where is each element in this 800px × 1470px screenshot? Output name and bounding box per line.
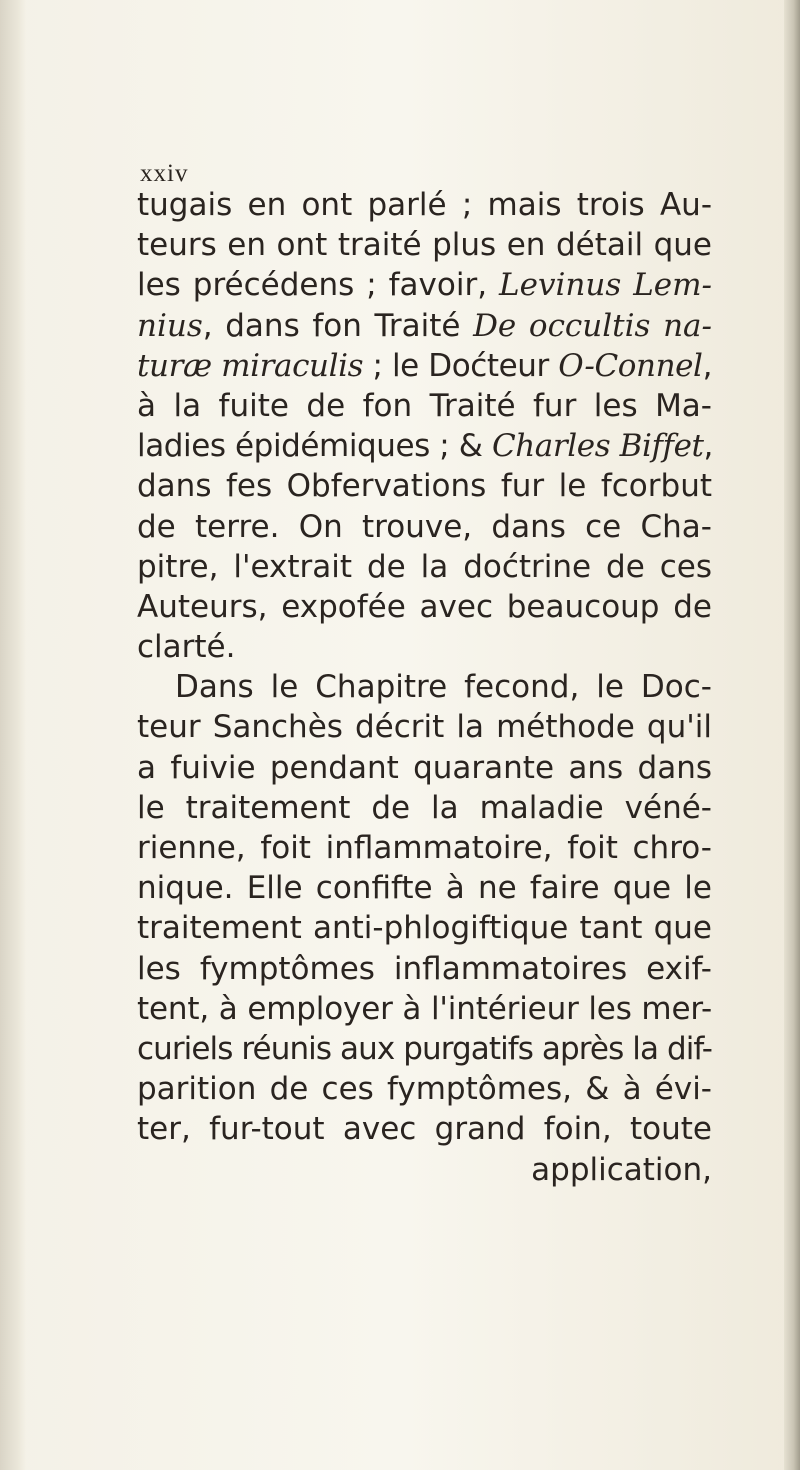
roman-text: curiels réunis aux purgatifs après la dif- bbox=[137, 1030, 712, 1067]
roman-text: nique. Elle confifte à ne faire que le bbox=[137, 870, 712, 907]
italic-text: De occultis na- bbox=[473, 307, 712, 344]
text-line-content bbox=[137, 386, 712, 426]
roman-text: Dans le Chapitre fecond, le Doc- bbox=[175, 669, 712, 706]
text-line-content bbox=[175, 667, 712, 707]
body-text bbox=[137, 185, 712, 1190]
text-line-content bbox=[137, 265, 712, 305]
text-line bbox=[137, 868, 712, 908]
text-line-content bbox=[531, 1150, 712, 1190]
text-line-content bbox=[137, 1109, 712, 1149]
text-line bbox=[137, 225, 712, 265]
page-number: xxiv bbox=[140, 160, 189, 187]
page-edge-shadow bbox=[784, 0, 800, 1470]
text-line bbox=[137, 908, 712, 948]
text-line-content bbox=[137, 828, 712, 868]
text-line-content bbox=[137, 587, 712, 627]
roman-text: ; le Doćteur bbox=[363, 347, 559, 384]
text-line-content bbox=[137, 989, 712, 1029]
roman-text: traitement anti-phlogiftique tant que bbox=[137, 910, 712, 947]
text-line bbox=[137, 989, 712, 1029]
text-line bbox=[137, 386, 712, 426]
text-line bbox=[137, 507, 712, 547]
roman-text: parition de ces fymptômes, & à évi- bbox=[137, 1071, 712, 1108]
roman-text: teur Sanchès décrit la méthode qu'il bbox=[137, 709, 712, 746]
roman-text: ladies épidémiques ; & bbox=[137, 428, 492, 465]
text-line-content bbox=[137, 466, 712, 506]
roman-text: Auteurs, expofée avec beaucoup de bbox=[137, 588, 712, 625]
text-line-content bbox=[137, 868, 712, 908]
text-line bbox=[137, 707, 712, 747]
text-line bbox=[137, 547, 712, 587]
text-line bbox=[137, 828, 712, 868]
text-line-content bbox=[137, 949, 712, 989]
italic-text: turæ miraculis bbox=[137, 347, 364, 384]
text-line bbox=[137, 346, 712, 386]
roman-text: a fuivie pendant quarante ans dans bbox=[137, 749, 712, 786]
text-line bbox=[137, 627, 712, 667]
text-line-content bbox=[137, 788, 712, 828]
text-line-content bbox=[137, 707, 712, 747]
text-line-content bbox=[137, 507, 712, 547]
roman-text: les précédens ; favoir, bbox=[137, 267, 500, 304]
text-line-content bbox=[137, 346, 712, 386]
text-line bbox=[137, 1150, 712, 1190]
text-line bbox=[137, 1069, 712, 1109]
text-line-content bbox=[137, 1029, 712, 1069]
roman-text: , bbox=[703, 428, 713, 465]
italic-text: nius bbox=[137, 307, 203, 344]
page-gutter-shadow bbox=[0, 0, 26, 1470]
text-line bbox=[137, 466, 712, 506]
text-line-content bbox=[137, 908, 712, 948]
italic-text: O-Connel bbox=[558, 347, 703, 384]
roman-text: teurs en ont traité plus en détail que bbox=[137, 227, 712, 264]
text-line bbox=[137, 949, 712, 989]
italic-text: Levinus Lem- bbox=[499, 267, 713, 304]
text-line-content bbox=[137, 547, 712, 587]
roman-text: application, bbox=[531, 1151, 712, 1188]
text-line-content bbox=[137, 306, 712, 346]
text-line bbox=[137, 1029, 712, 1069]
text-line-content bbox=[137, 627, 235, 667]
roman-text: clarté. bbox=[137, 629, 236, 666]
text-line bbox=[137, 265, 712, 305]
text-line-content bbox=[137, 225, 712, 265]
text-line bbox=[137, 667, 712, 707]
text-line bbox=[137, 185, 712, 225]
text-line-content bbox=[137, 748, 712, 788]
text-line bbox=[137, 748, 712, 788]
text-line bbox=[137, 788, 712, 828]
roman-text: tugais en ont parlé ; mais trois Au- bbox=[137, 187, 712, 223]
text-line-content bbox=[137, 185, 712, 225]
roman-text: le traitement de la maladie véné- bbox=[137, 789, 712, 826]
roman-text: dans fes Obfervations fur le fcorbut bbox=[137, 468, 712, 505]
roman-text: pitre, l'extrait de la doćtrine de ces bbox=[137, 548, 712, 585]
roman-text: , dans fon Traité bbox=[202, 307, 474, 344]
text-line-content bbox=[137, 1069, 712, 1109]
italic-text: Charles Biffet bbox=[491, 428, 704, 465]
text-line bbox=[137, 426, 712, 466]
roman-text: rienne, foit inflammatoire, foit chro- bbox=[137, 830, 712, 866]
roman-text: les fymptômes inflammatoires exif- bbox=[137, 950, 712, 987]
roman-text: de terre. On trouve, dans ce Cha- bbox=[137, 508, 712, 545]
text-line bbox=[137, 587, 712, 627]
text-line-content bbox=[137, 426, 713, 466]
roman-text: , bbox=[702, 347, 712, 384]
roman-text: tent, à employer à l'intérieur les mer- bbox=[137, 990, 712, 1027]
roman-text: à la fuite de fon Traité fur les Ma- bbox=[137, 387, 712, 424]
roman-text: ter, fur-tout avec grand foin, toute bbox=[137, 1111, 712, 1148]
text-line bbox=[137, 1109, 712, 1149]
text-line bbox=[137, 306, 712, 346]
